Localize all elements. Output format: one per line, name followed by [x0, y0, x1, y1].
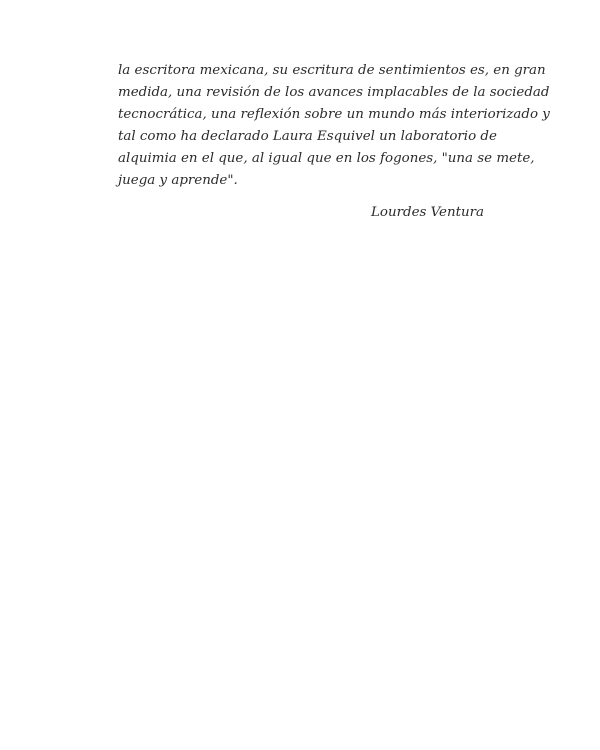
paragraph-line: medida, una revisión de los avances implacables de la sociedad [118, 85, 550, 100]
paragraph-line: tecnocrática, una reflexión sobre un mundo más interiorizado y [118, 107, 550, 122]
paragraph-line: tal como ha declarado Laura Esquivel un laboratorio de [118, 129, 497, 144]
paragraph-line: la escritora mexicana, su escritura de sentimientos es, en gran [118, 63, 546, 78]
paragraph-line-last: juega y aprende". [118, 173, 238, 188]
paragraph-line: alquimia en el que, al igual que en los fogones, "una se mete, [118, 151, 535, 166]
author-signature: Lourdes Ventura [371, 205, 484, 220]
paragraph [118, 60, 550, 192]
